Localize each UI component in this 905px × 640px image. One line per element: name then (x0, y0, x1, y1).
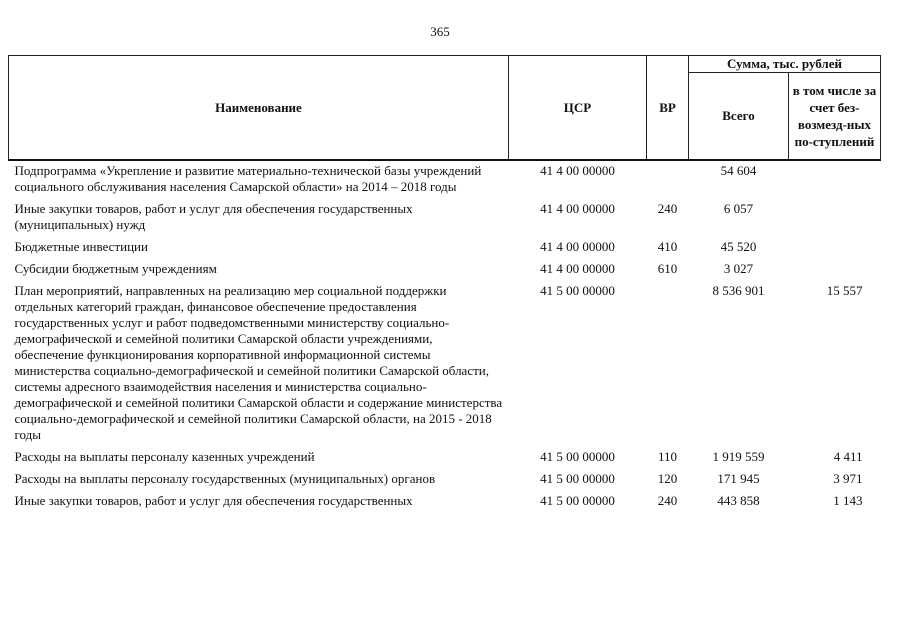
cell-vr (647, 160, 689, 199)
cell-name: Расходы на выплаты персоналу государственных (муниципальных) органов (14, 471, 436, 486)
cell-csr: 41 4 00 00000 (540, 239, 615, 254)
cell-csr: 41 4 00 00000 (540, 201, 615, 216)
cell-total: 6 057 (723, 201, 754, 216)
cell-vr: 610 (657, 261, 678, 276)
cell-csr: 41 5 00 00000 (540, 471, 615, 486)
cell-csr: 41 4 00 00000 (540, 261, 615, 276)
cell-vr: 240 (657, 493, 678, 508)
header-csr: ЦСР (509, 56, 647, 161)
header-total: Всего (689, 73, 789, 161)
table-row (9, 491, 881, 513)
header-sum: Сумма, тыс. рублей (689, 56, 881, 73)
table-row (9, 237, 881, 259)
cell-name: Иные закупки товаров, работ и услуг для обеспечения государственных (14, 493, 413, 508)
cell-name: Иные закупки товаров, работ и услуг для обеспечения государственных (муниципальных) нужд (14, 201, 413, 232)
table-body (9, 160, 881, 513)
budget-table (8, 55, 881, 513)
cell-total: 8 536 901 (712, 283, 765, 298)
cell-csr: 41 5 00 00000 (540, 283, 615, 298)
header-name: Наименование (9, 56, 509, 161)
cell-name: План мероприятий, направленных на реализацию мер социальной поддержки отдельных категорий граждан, финансовое обеспечение предоставления государственных услуг и работ подведомственными министерству социально-демографической и семейной политики Самарской области учреждениями, обеспечение функционирования корпоративной информационной системы министерства социально-демографической и семейной политики Самарской области, системы адресного взаимодействия населения и министерства социально-демографической и семейной политики Самарской области и содержание министерства социально-демографической и семейной политики Самарской области, на 2015 - 2018 годы (14, 283, 503, 442)
table-row (9, 281, 881, 447)
cell-csr: 41 4 00 00000 (540, 163, 615, 178)
cell-free (789, 259, 881, 281)
cell-name: Бюджетные инвестиции (14, 239, 148, 254)
table-row (9, 160, 881, 199)
cell-vr: 240 (657, 201, 678, 216)
cell-vr: 120 (657, 471, 678, 486)
cell-total: 54 604 (720, 163, 757, 178)
table-row (9, 199, 881, 237)
cell-vr: 110 (657, 449, 678, 464)
cell-free: 15 557 (826, 283, 863, 298)
cell-total: 171 945 (717, 471, 760, 486)
cell-total: 45 520 (720, 239, 757, 254)
cell-name: Подпрограмма «Укрепление и развитие материально-технической базы учреждений социального обслуживания населения Самарской области» на 2014 – 2018 годы (14, 163, 482, 194)
cell-free (789, 199, 881, 237)
cell-name: Субсидии бюджетным учреждениям (14, 261, 217, 276)
cell-vr: 410 (657, 239, 678, 254)
cell-free (789, 237, 881, 259)
cell-name: Расходы на выплаты персоналу казенных учреждений (14, 449, 315, 464)
cell-free (789, 160, 881, 199)
table-row (9, 447, 881, 469)
page-number: 365 (430, 24, 450, 39)
cell-csr: 41 5 00 00000 (540, 493, 615, 508)
header-free: в том числе за счет без-возмезд-ных по-ступлений (789, 73, 881, 161)
header-vr: ВР (647, 56, 689, 161)
table-row (9, 259, 881, 281)
cell-csr: 41 5 00 00000 (540, 449, 615, 464)
cell-total: 443 858 (717, 493, 760, 508)
cell-total: 3 027 (723, 261, 754, 276)
cell-free: 1 143 (833, 493, 863, 508)
cell-free: 4 411 (833, 449, 863, 464)
cell-total: 1 919 559 (712, 449, 765, 464)
cell-vr (647, 281, 689, 447)
table-row (9, 469, 881, 491)
table-header (9, 56, 881, 161)
cell-free: 3 971 (833, 471, 863, 486)
